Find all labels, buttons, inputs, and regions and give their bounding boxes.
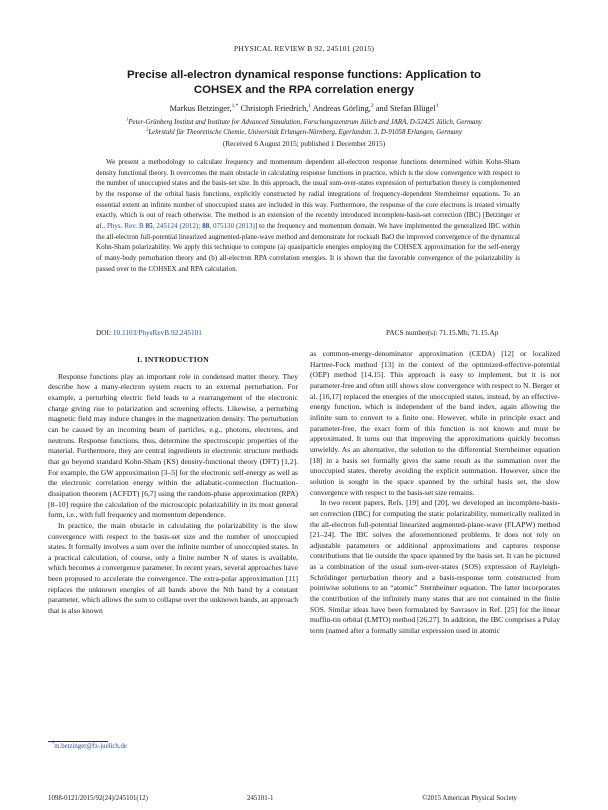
author-affiliation-mark: 2 — [370, 103, 374, 110]
affiliation-text: Peter-Grünberg Institut and Institute for Advanced Simulation, Forschungszentrum Jülich and JARA, D-52425 Jülich, Germany — [128, 119, 482, 126]
author-email-link[interactable]: m.betzinger@fz-juelich.de — [54, 743, 127, 750]
footnote-rule — [48, 741, 108, 742]
title-line-2: COHSEX and the RPA correlation energy — [193, 84, 415, 96]
abstract-text-2: ] to the frequency and momentum domain. We have implemented the generalized IBC within the all-electron full-potential linearized augmented-plane-wave method and demonstrate for rocksalt BaO the improved convergence of the dynamical Kohn-Sham polarizability. We apply this technique to compute (a) quasiparticle energies employing the COHSEX approximation for the self-energy of many-body perturbation theory and (b) all-electron RPA correlation energies. It is shown that the favorable convergence of the polarizability is passed over to the COHSEX and RPA calculation. — [96, 221, 520, 273]
affiliation-2 — [40, 128, 568, 138]
author-list — [40, 104, 568, 113]
received-dates: (Received 6 August 2015; published 1 December 2015) — [222, 139, 386, 148]
author-affiliation-mark: 1,* — [231, 103, 239, 110]
reference-link-volume-88[interactable]: 88 — [202, 221, 210, 230]
doi-line — [96, 328, 202, 337]
author-affiliation-mark: 1 — [435, 103, 439, 110]
author-name: Christoph Friedrich, — [238, 104, 309, 113]
right-column — [310, 349, 560, 637]
abstract-paragraph — [96, 157, 520, 274]
author-name: Markus Betzinger, — [169, 104, 232, 113]
abstract-etal: et al. — [96, 211, 520, 230]
footer-copyright: ©2015 American Physical Society — [422, 795, 517, 802]
abstract-text-1: We present a methodology to calculate frequency and momentum dependent all-electron response functions determined within Kohn-Sham density functional theory. It overcomes the main obstacle in calculating response functions in practice, which is the slow convergence with respect to the number of unoccupied states and the basis-set size. In this approach, the usual sum-over-states expression of perturbation theory is complemented by the response of the orbital basis functions, explicitly constructed by radial integrations of frequency-dependent Sternheimer equations. To an essential extent an infinite number of unoccupied states are included in this way. Furthermore, the response of the core electrons is treated virtually exactly, which is out of reach otherwise. The method is an extension of the recently introduced incomplete-basis-set correction (IBC) [Betzinger — [96, 158, 520, 220]
footnote-mark: * — [52, 740, 55, 746]
intro-paragraph-1: Response functions play an important role in condensed matter theory. They describe how a many-electron system reacts to an external perturbation. For example, a perturbing electric field leads to a rearrangement of the electronic charge giving rise to polarization and screening effects. Likewise, a perturbing magnetic field may induce changes in the magnetization density. The perturbation can be caused by an incoming beam of particles, e.g., photons, electrons, and neutrons. Response functions, thus, determine the spectroscopic properties of the material. Furthermore, they are central ingredients in electronic structure methods that go beyond standard Kohn-Sham (KS) density-functional theory (DFT) [1,2]. For example, the GW approximation [3–5] for the electronic self-energy as well as the electronic correlation energy within the adiabatic-connection fluctuation-dissipation theorem (ACFDT) [6,7] using the random-phase approximation (RPA) [8–10] require the calculation of the microscopic polarizability in its most general form, i.e., with full frequency and momentum dependence. — [48, 371, 298, 520]
paper-title — [60, 68, 548, 98]
affiliation-mark: 1 — [126, 116, 129, 122]
intro-paragraph-4: In two recent papers, Refs. [19] and [20], we developed an incomplete-basis-set correction (IBC) for computing the static polarizability, numerically realized in the all-electron full-potential linearized augmented-plane-wave (FLAPW) method [21–24]. The IBC solves the aforementioned problems. It does not rely on adjustable parameters or additional approximations and captures response contributions that lie outside the space spanned by the basis set. It can be pictured as a combination of the usual sum-over-states (SOS) expression of Rayleigh-Schrödinger perturbation theory and a basis-response term constructed from pointwise solutions to an “atomic” Sternheimer equation. The latter incorporates the contribution of the infinitely many states that are not contained in the finite SOS. Similar ideas have been formulated by Savrasov in Ref. [25] for the linear muffin-tin orbital (LMTO) method [26,27]. In addition, the IBC comprises a Pulay term (named after a formally similar expression used in atomic — [310, 498, 560, 636]
footer-issn: 1098-0121/2015/92(24)/245101(12) — [48, 795, 148, 802]
reference-link-pages-1[interactable]: , 245124 (2012); — [152, 221, 203, 230]
doi-label: DOI: — [96, 328, 113, 337]
reference-link-volume-85[interactable]: 85 — [145, 221, 153, 230]
affiliation-text: Lehrstuhl für Theoretische Chemie, Universität Erlangen-Nürnberg, Egerlandstr. 3, D-91058 Erlangen, Germany — [148, 129, 462, 136]
reference-link-pages-2[interactable]: , 075130 (2013) — [209, 221, 255, 230]
intro-paragraph-3: as common-energy-denominator approximation (CEDA) [12] or localized Hartree-Fock method [13] in the context of the optimized-effective-potential (OEP) method [14,15]. This approach is easy to implement, but it is not parameter-free and often still shows slow convergence with respect to N. Berger et al. [16,17] replaced the energies of the unoccupied states, instead, by an effective-energy function, which is independent of the band index, again allowing the infinite sum to convert to a finite one. However, while in principle exact and parameter-free, the exact form of this function is not known and must be approximated. It turns out that improving the approximations quickly becomes unwieldy. As an alternative, the solution to the differential Sternheimer equation [18] in a basis set formally gives the same result as the summation over the unoccupied states, thereby avoiding the explicit summation. However, since the solution is sought in the space spanned by the orbital basis set, the slow convergence with respect to the basis-set size remains. — [310, 349, 560, 497]
affiliation-mark: 2 — [146, 126, 149, 132]
title-line-1: Precise all-electron dynamical response functions: Application to — [126, 69, 482, 81]
reference-link-journal[interactable]: , Phys. Rev. B — [103, 221, 146, 230]
author-name: and Stefan Blügel — [373, 104, 436, 113]
pacs-numbers: PACS number(s): 71.15.Mb, 71.15.Ap — [386, 328, 499, 337]
section-heading: I. INTRODUCTION — [136, 355, 209, 364]
intro-paragraph-2: In practice, the main obstacle in calculating the polarizability is the slow convergence with respect to the basis-set size and the number of unoccupied states. It formally involves a sum over the infinite number of unoccupied states. In a practical calculation, of course, only a finite number N of states is available, which becomes a convergence parameter. In recent years, several approaches have been proposed to accelerate the convergence. The extra-polar approximation [11] replaces the unknown energies of all bands above the Nth band by a constant parameter, which allows the sum to collapse over the unknown bands, an approach that is also known — [48, 520, 298, 616]
footer-page-number: 245101-1 — [247, 795, 274, 802]
abstract — [96, 157, 520, 274]
left-column — [48, 355, 298, 617]
author-name: Andreas Görling, — [311, 104, 371, 113]
doi-link[interactable]: 10.1103/PhysRevB.92.245101 — [112, 328, 202, 337]
footnote — [52, 740, 127, 750]
author-affiliation-mark: 1 — [308, 103, 312, 110]
running-head: PHYSICAL REVIEW B 92, 245101 (2015) — [233, 44, 375, 53]
affiliation-1 — [40, 118, 568, 128]
